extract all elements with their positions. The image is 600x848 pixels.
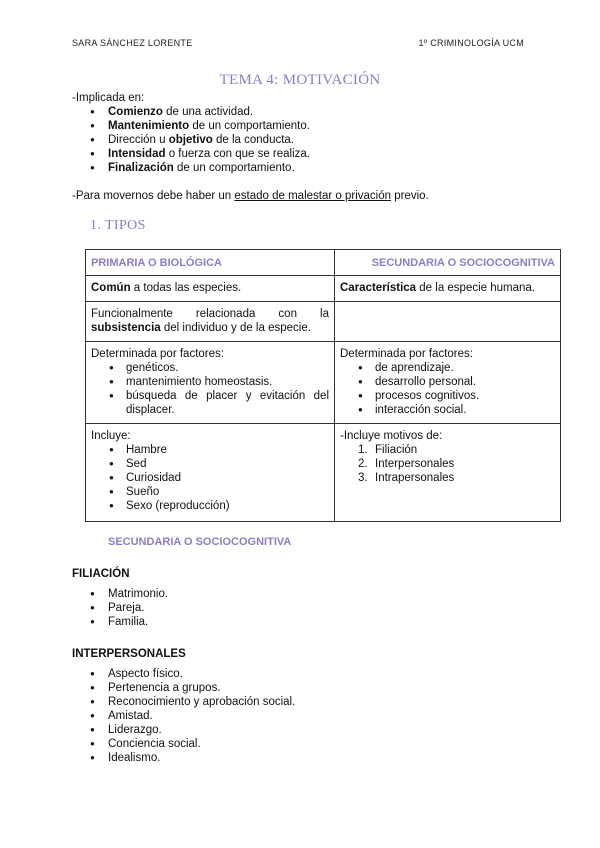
table-row <box>86 276 561 302</box>
list-item: ● Dirección u objetivo de la conducta. <box>90 133 310 147</box>
list-item: ● Hambre <box>109 443 329 457</box>
list-item: ● Amistad. <box>90 709 295 723</box>
page-title: TEMA 4: MOTIVACIÓN <box>219 72 381 88</box>
list-item: ● Sed <box>109 457 329 471</box>
list-item: ● Intensidad o fuerza con que se realiza. <box>90 147 310 161</box>
list-item: ● Aspecto físico. <box>90 667 295 681</box>
table-row <box>86 302 561 342</box>
list-item: ● Idealismo. <box>90 751 295 765</box>
list-item: ● Reconocimiento y aprobación social. <box>90 695 295 709</box>
section-filiacion-title: FILIACIÓN <box>72 568 130 580</box>
list-item: ● genéticos. <box>109 361 329 375</box>
list-item: ● Sueño <box>109 485 329 499</box>
list-item: ● Finalización de un comportamiento. <box>90 161 310 175</box>
list-item: ● Liderazgo. <box>90 723 295 737</box>
list-item: ● Sexo (reproducción) <box>109 499 329 513</box>
table-cell: Común a todas las especies. <box>86 276 335 302</box>
col-header-primaria: PRIMARIA O BIOLÓGICA <box>86 250 335 276</box>
table-row <box>86 342 561 424</box>
list-item: ● búsqueda de placer y evitación del displacer. <box>109 389 329 417</box>
list-item: ● Curiosidad <box>109 471 329 485</box>
table-header-row <box>86 250 561 276</box>
list-item: ● mantenimiento homeostasis. <box>109 375 329 389</box>
list-item: ● Pareja. <box>90 601 168 615</box>
list-item: ● Comienzo de una actividad. <box>90 105 310 119</box>
intro-paragraph: -Para movernos debe haber un estado de malestar o privación previo. <box>72 190 429 202</box>
table-row <box>86 424 561 522</box>
list-item: 3. Intrapersonales <box>358 472 455 484</box>
list-item: ● Mantenimiento de un comportamiento. <box>90 119 310 133</box>
col-header-secundaria: SECUNDARIA O SOCIOCOGNITIVA <box>335 250 561 276</box>
table-cell <box>335 302 561 342</box>
list-item: ● desarrollo personal. <box>358 375 555 389</box>
table-cell: Incluye: ● Hambre ● Sed ● Curiosidad ● Sueño ● Sexo (reproducción) <box>86 424 335 522</box>
table-cell: -Incluye motivos de: 1. Filiación 2. Interpersonales 3. Intrapersonales <box>335 424 561 522</box>
list-item: ● Conciencia social. <box>90 737 295 751</box>
list-item: ● interacción social. <box>358 403 555 417</box>
table-cell: Determinada por factores: ● de aprendizaje. ● desarrollo personal. ● procesos cognitivos. ● interacción social. <box>335 342 561 424</box>
header-course: 1º CRIMINOLOGÍA UCM <box>418 38 524 48</box>
table-cell: Característica de la especie humana. <box>335 276 561 302</box>
intro-list <box>90 105 310 175</box>
filiacion-list <box>90 587 168 629</box>
list-item: ● procesos cognitivos. <box>358 389 555 403</box>
list-item: ● Pertenencia a grupos. <box>90 681 295 695</box>
list-item: ● de aprendizaje. <box>358 361 555 375</box>
list-item: 2. Interpersonales <box>358 458 455 470</box>
list-item: 1. Filiación <box>358 444 418 456</box>
intro-label: -Implicada en: <box>72 92 145 104</box>
subheading-secundaria: SECUNDARIA O SOCIOCOGNITIVA <box>108 536 292 548</box>
section-heading-tipos: 1. TIPOS <box>90 218 146 233</box>
list-item: ● Familia. <box>90 615 168 629</box>
table-cell: Determinada por factores: ● genéticos. ● mantenimiento homeostasis. ● búsqueda de placer y evitación del displacer. <box>86 342 335 424</box>
tipos-table <box>85 249 561 522</box>
table-cell: Funcionalmente relacionada con la subsistencia del individuo y de la especie. <box>86 302 335 342</box>
section-interpersonales-title: INTERPERSONALES <box>72 648 186 660</box>
interpersonales-list <box>90 667 295 765</box>
header-author: SARA SÁNCHEZ LORENTE <box>72 38 193 48</box>
list-item: ● Matrimonio. <box>90 587 168 601</box>
